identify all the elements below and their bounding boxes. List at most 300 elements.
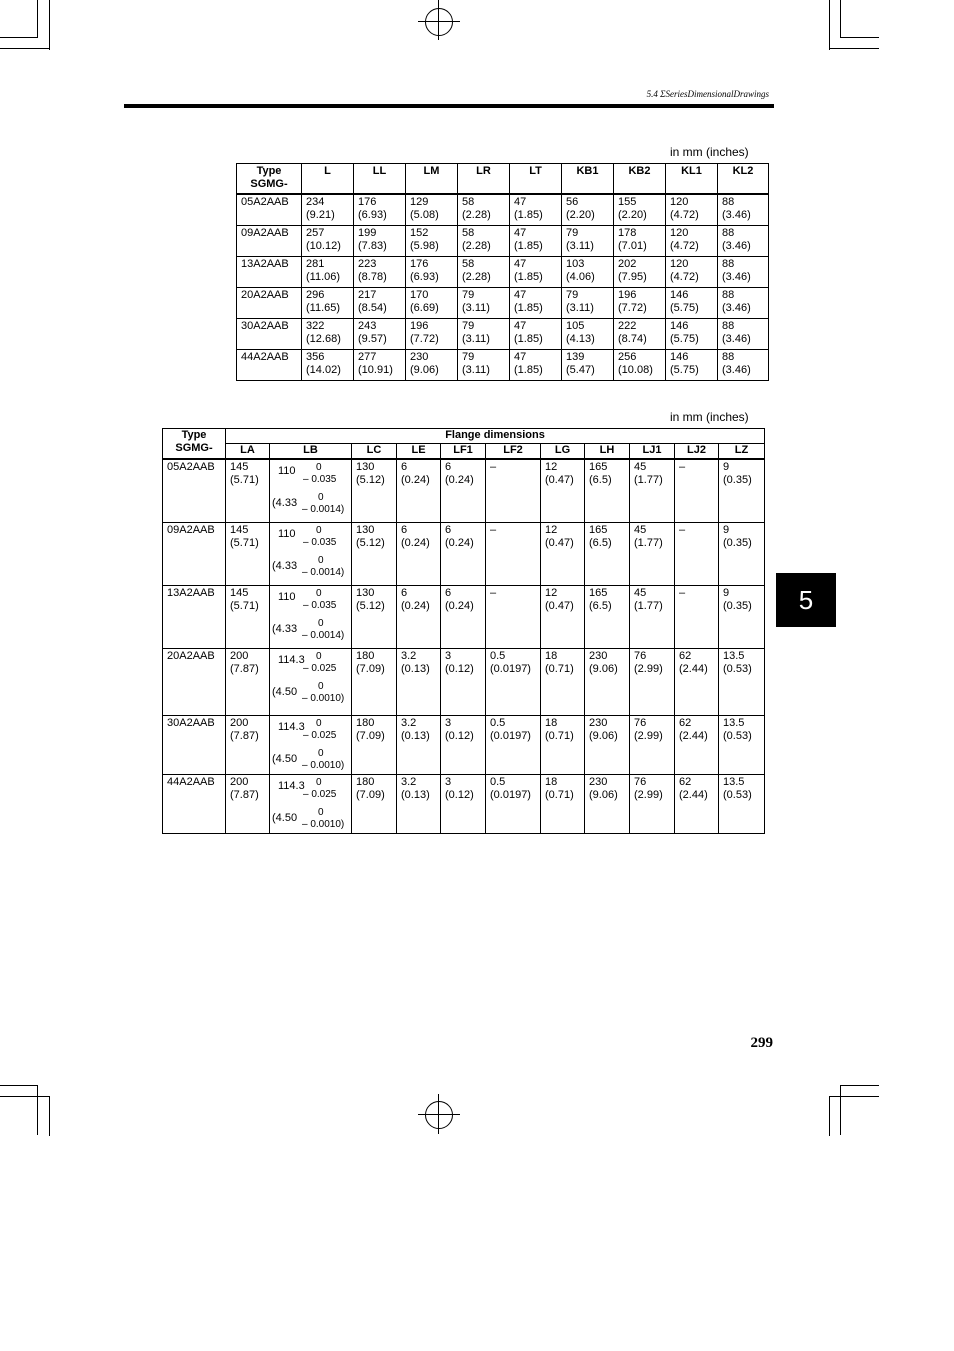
value-mm: 45 — [634, 461, 647, 473]
value-inches: (0.71) — [545, 730, 574, 742]
lb-tolerance-cell — [270, 459, 352, 523]
lb-tolerance-cell — [270, 586, 352, 649]
lb-upper-tolerance-inches: 0 — [318, 807, 324, 818]
registration-mark-top — [418, 21, 460, 22]
unit-note: in mm (inches) — [670, 145, 749, 159]
table-cell — [458, 350, 510, 381]
value-inches: (3.46) — [722, 302, 751, 314]
header-row — [163, 444, 765, 460]
value-mm: 9 — [723, 524, 730, 536]
value-inches: (5.71) — [230, 537, 259, 549]
value-inches: (11.65) — [306, 302, 341, 314]
table-cell — [226, 523, 270, 586]
table-cell — [354, 319, 406, 350]
value-mm: 146 — [670, 320, 689, 332]
lb-lower-tolerance-mm: – 0.035 — [303, 600, 337, 611]
unit-note: in mm (inches) — [670, 410, 749, 424]
lb-nominal-inches: (4.50 — [272, 753, 298, 765]
value-inches: (7.95) — [618, 271, 647, 283]
flange-dimensions-table — [162, 428, 765, 834]
value-mm: 3 — [445, 717, 452, 729]
lb-nominal-mm: 110 — [278, 465, 296, 477]
value-inches: (3.46) — [722, 364, 751, 376]
lb-upper-tolerance-inches: 0 — [318, 748, 324, 759]
value-mm: 56 — [566, 196, 579, 208]
table-cell — [675, 459, 719, 523]
value-inches: (2.28) — [462, 240, 491, 252]
type-cell: 09A2AAB — [237, 226, 302, 257]
table-cell — [486, 459, 541, 523]
value-inches: (6.5) — [589, 474, 612, 486]
column-header: LT — [510, 164, 562, 195]
registration-mark-bottom — [418, 1114, 460, 1115]
lb-upper-tolerance-inches: 0 — [318, 681, 324, 692]
value-inches: (3.11) — [566, 302, 594, 314]
value-mm: 47 — [514, 196, 527, 208]
table-cell — [354, 288, 406, 319]
table-cell — [630, 649, 675, 716]
table-cell — [302, 350, 354, 381]
table-cell — [397, 649, 441, 716]
table-cell — [666, 319, 718, 350]
value-mm: 281 — [306, 258, 325, 270]
lb-lower-tolerance-inches: – 0.0010) — [302, 693, 345, 704]
table-cell — [614, 319, 666, 350]
table-cell — [585, 716, 630, 775]
value-mm: 6 — [445, 461, 452, 473]
value-inches: (7.01) — [618, 240, 647, 252]
group-header: Flange dimensions — [226, 429, 765, 444]
value-inches: (0.0197) — [490, 663, 531, 675]
table-cell — [718, 194, 769, 226]
lb-lower-tolerance-mm: – 0.025 — [303, 663, 337, 674]
table-cell — [718, 257, 769, 288]
value-mm: 6 — [445, 587, 452, 599]
table-cell — [614, 194, 666, 226]
value-inches: (0.24) — [445, 600, 474, 612]
value-inches: (0.0197) — [490, 789, 531, 801]
value-mm: 9 — [723, 461, 730, 473]
table-row — [163, 716, 765, 775]
crop-mark-top-left — [0, 37, 38, 38]
value-mm: 222 — [618, 320, 637, 332]
value-mm: 180 — [356, 776, 375, 788]
value-inches: (8.74) — [618, 333, 647, 345]
value-inches: (7.87) — [230, 663, 259, 675]
value-mm: 130 — [356, 461, 375, 473]
column-header: KL1 — [666, 164, 718, 195]
type-cell: 09A2AAB — [163, 523, 226, 586]
table-cell — [441, 775, 486, 834]
table-row — [237, 288, 769, 319]
value-mm: 178 — [618, 227, 637, 239]
lb-upper-tolerance-mm: 0 — [316, 651, 322, 662]
table-cell — [441, 523, 486, 586]
value-mm: 18 — [545, 650, 558, 662]
value-mm: 234 — [306, 196, 325, 208]
value-inches: (0.35) — [723, 600, 752, 612]
table-cell — [675, 586, 719, 649]
value-inches: (5.71) — [230, 600, 259, 612]
column-header: LJ1 — [630, 444, 675, 460]
lb-lower-tolerance-mm: – 0.025 — [303, 730, 337, 741]
value-mm: 199 — [358, 227, 377, 239]
value-inches: (9.06) — [410, 364, 439, 376]
table-row — [163, 775, 765, 834]
value-mm: 13.5 — [723, 717, 745, 729]
type-cell: 44A2AAB — [237, 350, 302, 381]
value-mm: 88 — [722, 320, 735, 332]
lb-upper-tolerance-mm: 0 — [316, 588, 322, 599]
value-mm: 3 — [445, 776, 452, 788]
table-cell — [352, 586, 397, 649]
lb-nominal-mm: 114.3 — [278, 721, 305, 733]
value-inches: (2.20) — [566, 209, 595, 221]
table-cell — [302, 319, 354, 350]
header-rule — [124, 104, 774, 108]
table-cell — [397, 523, 441, 586]
value-inches: (5.71) — [230, 474, 259, 486]
value-mm: 322 — [306, 320, 325, 332]
value-mm: 146 — [670, 351, 689, 363]
value-inches: (3.46) — [722, 333, 751, 345]
table-cell — [354, 257, 406, 288]
value-inches: (0.24) — [445, 474, 474, 486]
table-cell — [510, 350, 562, 381]
value-mm: 202 — [618, 258, 637, 270]
column-header: LM — [406, 164, 458, 195]
lb-lower-tolerance-mm: – 0.025 — [303, 789, 337, 800]
column-header: LF1 — [441, 444, 486, 460]
crop-mark-top-right — [829, 48, 879, 49]
value-inches: (5.47) — [566, 364, 595, 376]
table-cell — [666, 350, 718, 381]
value-inches: (6.5) — [589, 600, 612, 612]
dimensions-table — [236, 163, 769, 381]
column-header: LC — [352, 444, 397, 460]
crop-mark-top-left — [0, 48, 50, 49]
table-row — [237, 319, 769, 350]
value-mm: 130 — [356, 524, 375, 536]
value-mm: 58 — [462, 258, 475, 270]
table-cell — [458, 319, 510, 350]
value-inches: (5.75) — [670, 302, 699, 314]
value-mm: 76 — [634, 650, 647, 662]
value: – — [679, 461, 686, 473]
value-mm: 120 — [670, 258, 689, 270]
value-mm: 47 — [514, 227, 527, 239]
value-mm: 200 — [230, 717, 249, 729]
type-cell: 44A2AAB — [163, 775, 226, 834]
value-mm: 165 — [589, 461, 608, 473]
value-mm: 3.2 — [401, 776, 417, 788]
value-inches: (8.78) — [358, 271, 387, 283]
table-cell — [458, 257, 510, 288]
value-inches: (0.0197) — [490, 730, 531, 742]
type-cell: 13A2AAB — [163, 586, 226, 649]
value-mm: 200 — [230, 650, 249, 662]
table-cell — [441, 586, 486, 649]
table-cell — [458, 226, 510, 257]
value-mm: 6 — [401, 461, 408, 473]
type-cell: 30A2AAB — [237, 319, 302, 350]
value-mm: 3.2 — [401, 650, 417, 662]
value-inches: (0.47) — [545, 537, 574, 549]
value-mm: 62 — [679, 717, 692, 729]
table-cell — [562, 319, 614, 350]
lb-lower-tolerance-inches: – 0.0014) — [302, 504, 345, 515]
table-cell — [226, 459, 270, 523]
value-inches: (11.06) — [306, 271, 341, 283]
column-header: LG — [541, 444, 585, 460]
lb-tolerance — [272, 461, 349, 519]
table-cell — [585, 523, 630, 586]
value-mm: 6 — [401, 524, 408, 536]
value-inches: (4.72) — [670, 240, 699, 252]
value-inches: (14.02) — [306, 364, 341, 376]
table-cell — [675, 716, 719, 775]
crop-mark-top-left — [49, 0, 50, 50]
value-inches: (0.24) — [445, 537, 474, 549]
value-mm: 9 — [723, 587, 730, 599]
value-inches: (7.83) — [358, 240, 387, 252]
value-mm: 223 — [358, 258, 377, 270]
table-cell — [486, 523, 541, 586]
value-mm: 79 — [462, 320, 475, 332]
value-inches: (0.53) — [723, 730, 752, 742]
value-inches: (7.72) — [618, 302, 647, 314]
value-inches: (1.77) — [634, 600, 663, 612]
column-header: LA — [226, 444, 270, 460]
value-inches: (5.75) — [670, 333, 699, 345]
value-mm: 58 — [462, 227, 475, 239]
value-inches: (4.13) — [566, 333, 595, 345]
value-inches: (10.12) — [306, 240, 341, 252]
value-mm: 88 — [722, 227, 735, 239]
type-cell: 20A2AAB — [163, 649, 226, 716]
lb-nominal-inches: (4.33 — [272, 560, 298, 572]
value-inches: (3.46) — [722, 240, 751, 252]
value-inches: (0.35) — [723, 474, 752, 486]
lb-upper-tolerance-mm: 0 — [316, 718, 322, 729]
value-inches: (3.11) — [566, 240, 594, 252]
crop-mark-bottom-left — [0, 1096, 50, 1097]
value-mm: 200 — [230, 776, 249, 788]
value-inches: (7.09) — [356, 789, 385, 801]
value-mm: 196 — [618, 289, 637, 301]
value-inches: (3.11) — [462, 364, 490, 376]
lb-nominal-mm: 114.3 — [278, 780, 305, 792]
table-row — [163, 523, 765, 586]
table-row — [163, 586, 765, 649]
value-mm: 105 — [566, 320, 585, 332]
value-inches: (9.21) — [306, 209, 335, 221]
value-inches: (1.85) — [514, 271, 543, 283]
table-cell — [666, 257, 718, 288]
registration-mark-bottom — [425, 1101, 453, 1129]
lb-lower-tolerance-inches: – 0.0010) — [302, 819, 345, 830]
crop-mark-bottom-left — [37, 1085, 38, 1135]
value-mm: 165 — [589, 524, 608, 536]
value-mm: 88 — [722, 196, 735, 208]
table-cell — [585, 459, 630, 523]
value-mm: 13.5 — [723, 650, 745, 662]
table-cell — [352, 649, 397, 716]
table-cell — [562, 226, 614, 257]
table-row — [163, 459, 765, 523]
crop-mark-top-right — [840, 0, 841, 37]
table-cell — [441, 459, 486, 523]
column-header: KB2 — [614, 164, 666, 195]
chapter-tab: 5 — [776, 573, 836, 627]
table-cell — [226, 775, 270, 834]
value-inches: (2.44) — [679, 730, 708, 742]
value-inches: (0.12) — [445, 789, 474, 801]
value-inches: (2.99) — [634, 730, 663, 742]
value-mm: 45 — [634, 587, 647, 599]
value-inches: (1.85) — [514, 333, 543, 345]
lb-tolerance-cell — [270, 775, 352, 834]
table-cell — [226, 716, 270, 775]
value-mm: 180 — [356, 650, 375, 662]
type-cell: 13A2AAB — [237, 257, 302, 288]
crop-mark-top-right — [840, 37, 879, 38]
table-cell — [302, 288, 354, 319]
table-cell — [354, 194, 406, 226]
value-mm: 196 — [410, 320, 429, 332]
lb-nominal-inches: (4.33 — [272, 497, 298, 509]
table-row — [163, 649, 765, 716]
value-mm: 3 — [445, 650, 452, 662]
value: – — [490, 587, 497, 599]
value-inches: (7.87) — [230, 789, 259, 801]
table-cell — [562, 288, 614, 319]
value: – — [490, 461, 497, 473]
table-cell — [719, 775, 765, 834]
table-cell — [406, 257, 458, 288]
value-inches: (6.93) — [358, 209, 387, 221]
column-header: LF2 — [486, 444, 541, 460]
crop-mark-bottom-left — [0, 1085, 38, 1086]
lb-nominal-mm: 110 — [278, 528, 296, 540]
table-cell — [630, 459, 675, 523]
value-mm: 6 — [445, 524, 452, 536]
value-mm: 88 — [722, 258, 735, 270]
table-cell — [397, 716, 441, 775]
table-cell — [541, 586, 585, 649]
value-mm: 257 — [306, 227, 325, 239]
table-cell — [630, 586, 675, 649]
value-inches: (6.5) — [589, 537, 612, 549]
value-mm: 12 — [545, 524, 558, 536]
table-cell — [406, 226, 458, 257]
value-mm: 120 — [670, 227, 689, 239]
table-cell — [302, 257, 354, 288]
column-header: LL — [354, 164, 406, 195]
crop-mark-top-left — [37, 0, 38, 37]
table-cell — [630, 716, 675, 775]
lb-lower-tolerance-inches: – 0.0010) — [302, 760, 345, 771]
value-inches: (5.75) — [670, 364, 699, 376]
table-cell — [352, 523, 397, 586]
lb-tolerance-cell — [270, 716, 352, 775]
table-cell — [541, 649, 585, 716]
value-inches: (9.06) — [589, 789, 618, 801]
value: – — [679, 587, 686, 599]
value-mm: 47 — [514, 289, 527, 301]
value-inches: (1.85) — [514, 240, 543, 252]
value-mm: 47 — [514, 351, 527, 363]
value-inches: (10.91) — [358, 364, 393, 376]
column-header: LB — [270, 444, 352, 460]
column-header: Type SGMG- — [237, 164, 302, 195]
value-mm: 76 — [634, 717, 647, 729]
value-inches: (3.11) — [462, 333, 490, 345]
value-mm: 146 — [670, 289, 689, 301]
table-cell — [719, 523, 765, 586]
value-mm: 120 — [670, 196, 689, 208]
registration-mark-top — [425, 8, 453, 36]
column-header: KL2 — [718, 164, 769, 195]
value-inches: (2.20) — [618, 209, 647, 221]
lb-tolerance — [272, 776, 349, 830]
header-row — [237, 164, 769, 195]
value-inches: (5.12) — [356, 600, 385, 612]
value-inches: (0.47) — [545, 600, 574, 612]
column-header: Type SGMG- — [163, 429, 226, 460]
value-mm: 12 — [545, 461, 558, 473]
value-inches: (1.85) — [514, 209, 543, 221]
value: – — [490, 524, 497, 536]
table-cell — [510, 226, 562, 257]
value-inches: (1.85) — [514, 302, 543, 314]
page-number: 299 — [750, 1035, 773, 1051]
value-inches: (2.99) — [634, 789, 663, 801]
value-mm: 6 — [401, 587, 408, 599]
value-inches: (0.24) — [401, 537, 430, 549]
value-inches: (2.28) — [462, 209, 491, 221]
table-cell — [614, 257, 666, 288]
value-mm: 0.5 — [490, 717, 506, 729]
value-inches: (10.08) — [618, 364, 653, 376]
table-cell — [406, 288, 458, 319]
value-inches: (0.13) — [401, 730, 430, 742]
lb-lower-tolerance-inches: – 0.0014) — [302, 630, 345, 641]
lb-tolerance — [272, 650, 349, 712]
value-inches: (7.09) — [356, 730, 385, 742]
value-inches: (3.11) — [462, 302, 490, 314]
value-inches: (0.47) — [545, 474, 574, 486]
table-cell — [486, 716, 541, 775]
value-inches: (1.85) — [514, 364, 543, 376]
table-row — [237, 226, 769, 257]
value-inches: (4.72) — [670, 209, 699, 221]
table-cell — [675, 523, 719, 586]
value-mm: 62 — [679, 650, 692, 662]
value-mm: 47 — [514, 320, 527, 332]
value-mm: 256 — [618, 351, 637, 363]
table-cell — [562, 194, 614, 226]
value-inches: (9.06) — [589, 730, 618, 742]
lb-lower-tolerance-mm: – 0.035 — [303, 474, 337, 485]
table-cell — [675, 775, 719, 834]
value-inches: (7.09) — [356, 663, 385, 675]
value-mm: 145 — [230, 461, 249, 473]
value-mm: 145 — [230, 587, 249, 599]
value-inches: (8.54) — [358, 302, 387, 314]
value-mm: 0.5 — [490, 776, 506, 788]
crop-mark-bottom-right — [840, 1085, 841, 1135]
